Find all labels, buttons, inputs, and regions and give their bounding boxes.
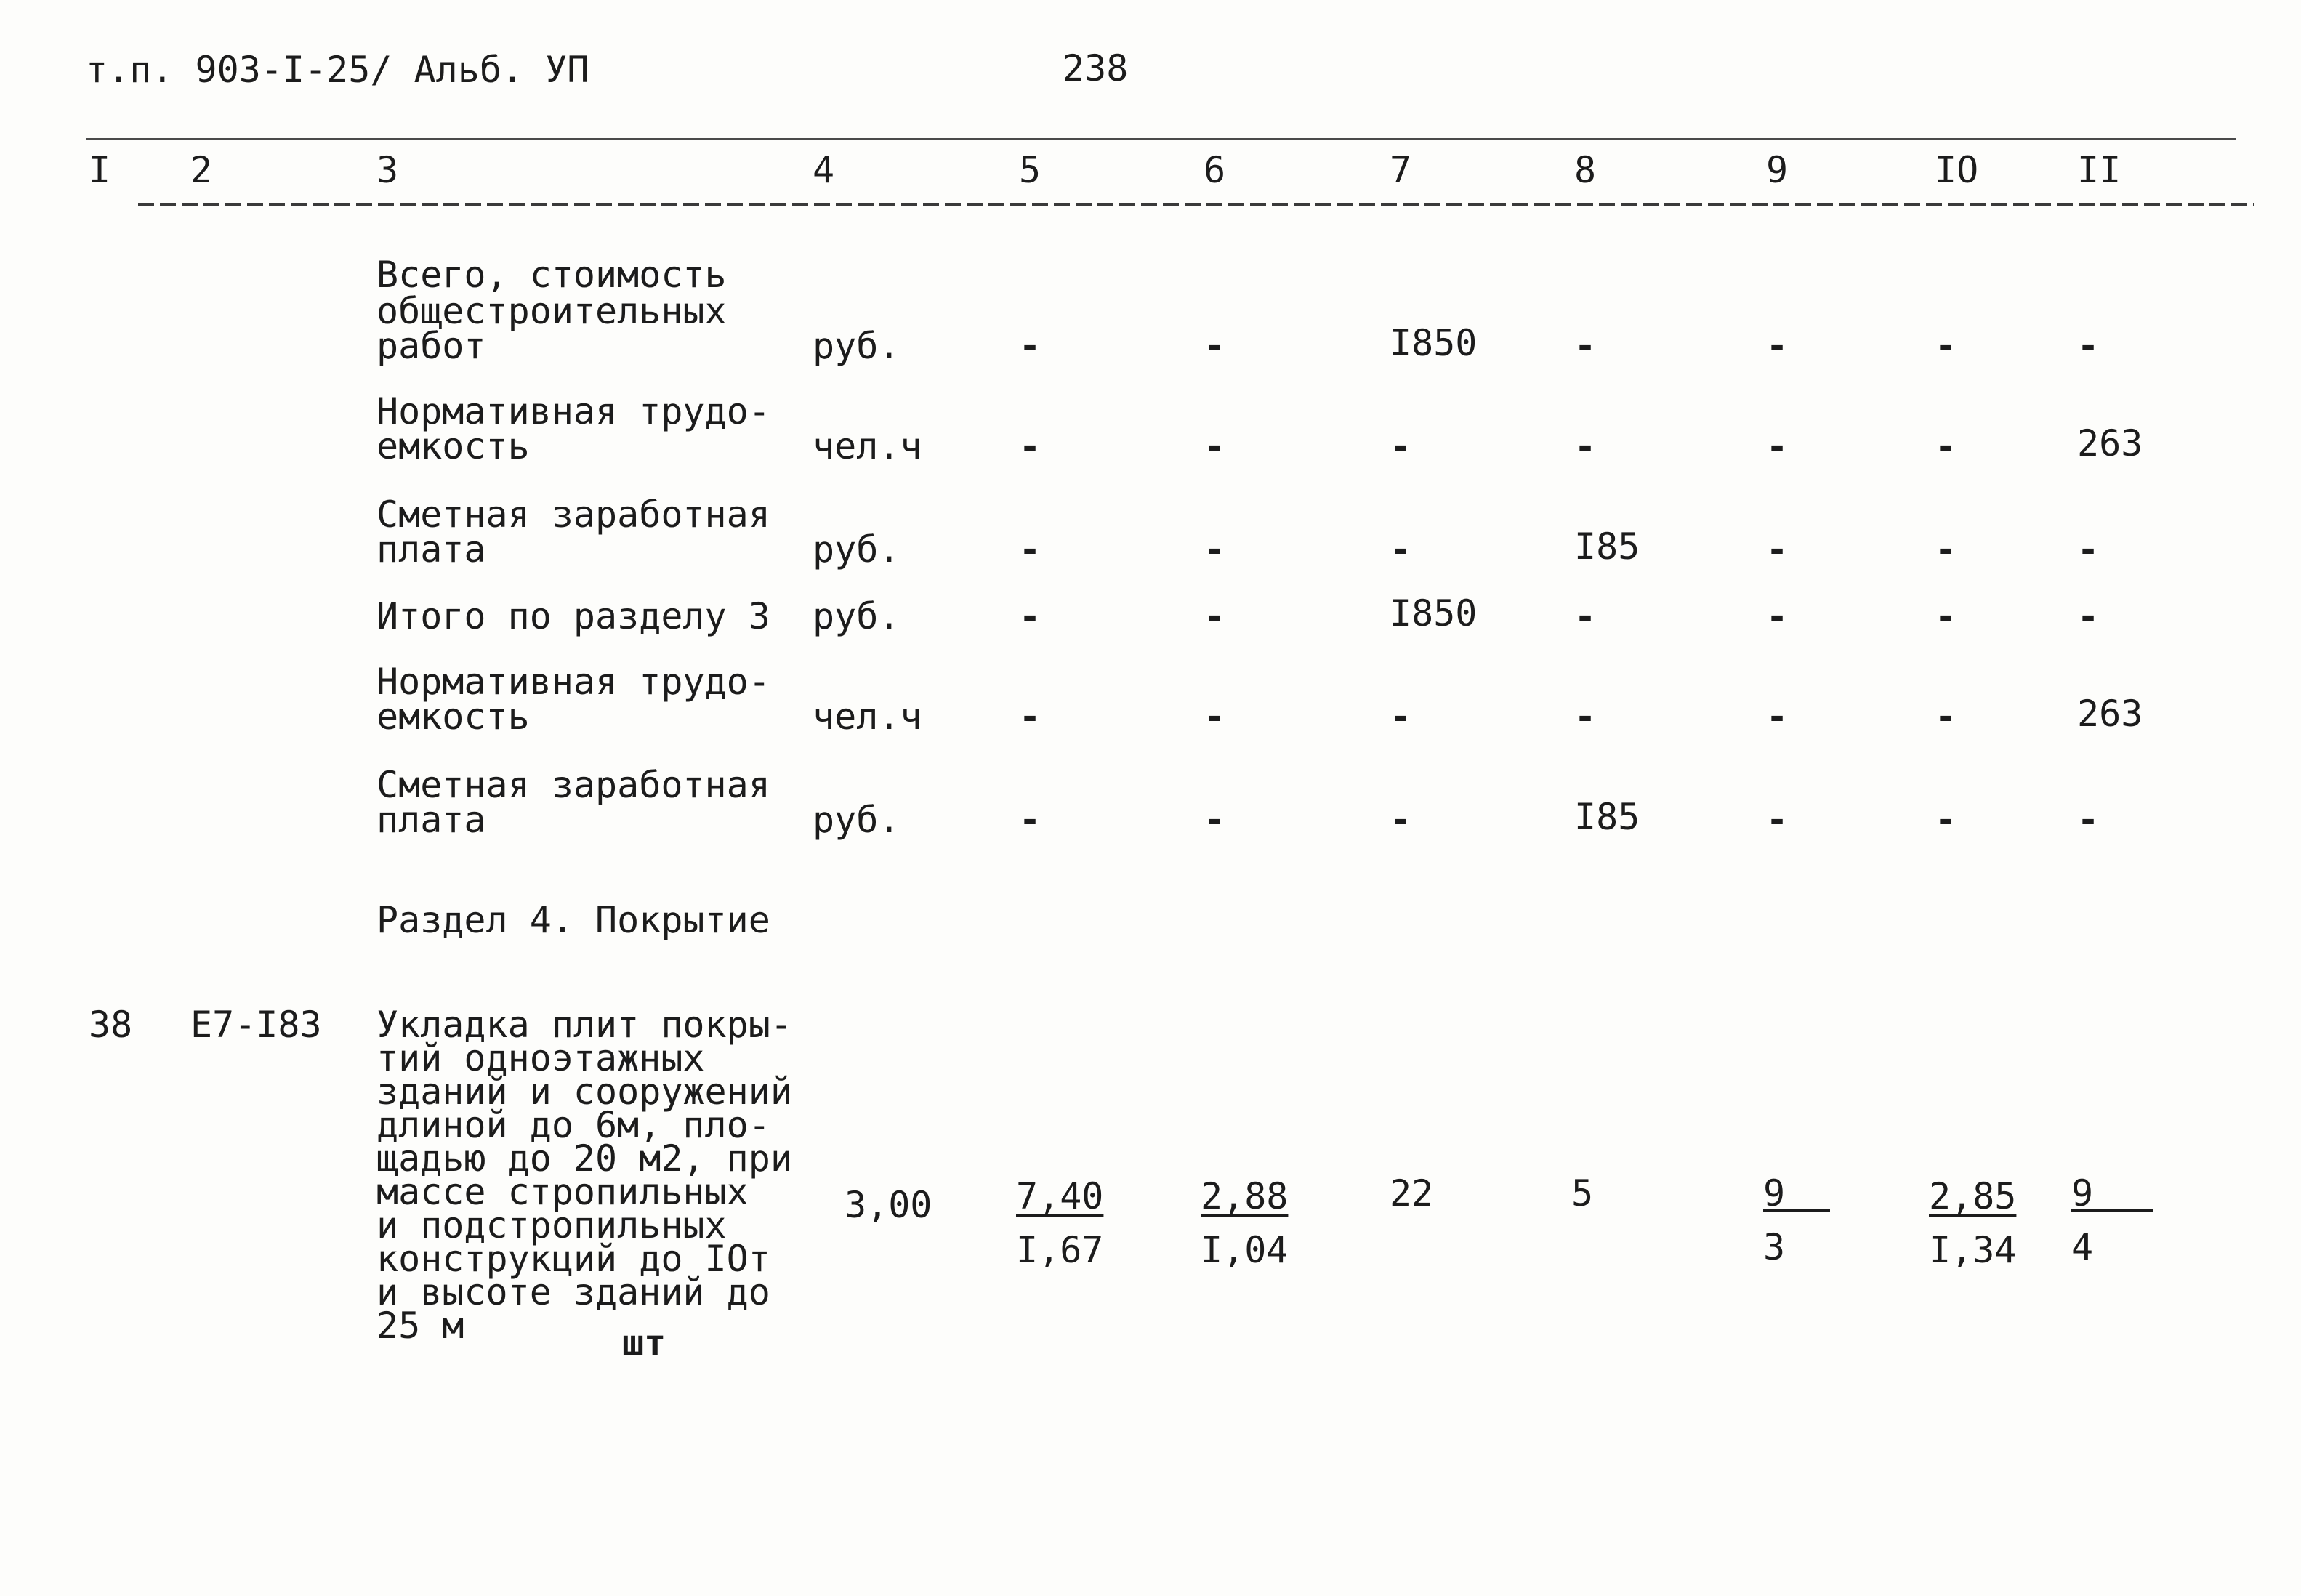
fraction-numerator: 7,40 [1016, 1175, 1104, 1217]
cell-col7: I850 [1390, 592, 1478, 634]
item-code: Е7-I83 [190, 1004, 322, 1046]
cell-col8: I85 [1574, 525, 1640, 568]
column-header: I [89, 149, 111, 191]
cell-col8: - [1574, 325, 1597, 367]
fraction-col10 [1929, 1177, 2016, 1269]
cell-col11: - [2077, 799, 2100, 841]
cell-col8: I85 [1574, 796, 1640, 838]
description-line: Укладка плит покры- [376, 1004, 792, 1046]
cell-col11: - [2077, 528, 2100, 571]
column-header: IO [1935, 149, 1979, 191]
column-header: 2 [190, 149, 213, 191]
fraction-denominator: 4 [2071, 1226, 2094, 1268]
cell-col5: - [1019, 325, 1041, 367]
cell-col10: - [1935, 425, 1957, 467]
unit-cell: руб. [813, 595, 900, 637]
cell-col7: - [1390, 425, 1412, 467]
row-label-line: Всего, стоимость [376, 254, 727, 296]
description-line: длиной до 6м, пло- [376, 1104, 770, 1146]
document-reference: т.п. 903-I-25/ Альб. УП [86, 49, 589, 91]
cell-col8: 5 [1571, 1172, 1594, 1214]
page-number: 238 [1063, 47, 1129, 89]
cell-col9: - [1766, 799, 1789, 841]
row-label-line: Сметная заработная [376, 493, 770, 536]
fraction-col5 [1016, 1177, 1103, 1269]
column-header: 4 [813, 149, 835, 191]
header-top-rule [86, 138, 2236, 140]
cell-col7: 22 [1390, 1172, 1434, 1214]
description-line: тий одноэтажных [376, 1037, 705, 1079]
cell-col9: - [1766, 325, 1789, 367]
cell-col11: 263 [2077, 693, 2143, 735]
description-line: и высоте зданий до [376, 1271, 770, 1313]
quantity-cell: 3,00 [845, 1184, 932, 1226]
description-line: 25 м [376, 1305, 464, 1347]
column-header: 5 [1019, 149, 1041, 191]
fraction-numerator: 9 [2071, 1177, 2153, 1212]
row-label-line: емкость [376, 696, 530, 738]
row-label-line: работ [376, 325, 486, 367]
cell-col7: I850 [1390, 322, 1478, 364]
column-header: 9 [1766, 149, 1789, 191]
cell-col5: - [1019, 425, 1041, 467]
cell-col6: - [1204, 325, 1226, 367]
column-header: II [2077, 149, 2121, 191]
cell-col8: - [1574, 696, 1597, 738]
fraction-col6 [1201, 1177, 1288, 1269]
cell-col9: - [1766, 696, 1789, 738]
cell-col6: - [1204, 595, 1226, 637]
row-label-line: Нормативная трудо- [376, 661, 770, 703]
unit-cell: чел.ч [813, 696, 922, 738]
fraction-col9 [1763, 1172, 1830, 1268]
cell-col6: - [1204, 425, 1226, 467]
description-line: массе стропильных [376, 1171, 749, 1213]
row-label-line: общестроительных [376, 290, 727, 332]
cell-col5: - [1019, 696, 1041, 738]
column-header: 3 [376, 149, 399, 191]
cell-col9: - [1766, 425, 1789, 467]
fraction-denominator: I,34 [1929, 1229, 2017, 1271]
cell-col10: - [1935, 799, 1957, 841]
column-header: 6 [1204, 149, 1226, 191]
fraction-denominator: I,04 [1201, 1229, 1289, 1271]
cell-col8: - [1574, 595, 1597, 637]
row-label-line: Нормативная трудо- [376, 390, 770, 432]
cell-col5: - [1019, 799, 1041, 841]
row-label-line: Итого по разделу 3 [376, 595, 770, 637]
row-label-line: Сметная заработная [376, 764, 770, 806]
fraction-denominator: I,67 [1016, 1229, 1104, 1271]
fraction-col11 [2071, 1172, 2153, 1268]
item-unit: шт [622, 1322, 666, 1364]
cell-col11: - [2077, 325, 2100, 367]
cell-col8: - [1574, 425, 1597, 467]
fraction-numerator: 2,85 [1929, 1175, 2017, 1217]
cell-col5: - [1019, 528, 1041, 571]
cell-col10: - [1935, 696, 1957, 738]
cell-col10: - [1935, 595, 1957, 637]
cell-col5: - [1019, 595, 1041, 637]
cell-col7: - [1390, 696, 1412, 738]
row-label-line: емкость [376, 425, 530, 467]
row-label-line: плата [376, 799, 486, 841]
cell-col10: - [1935, 528, 1957, 571]
item-number: 38 [89, 1004, 133, 1046]
section-title: Раздел 4. Покрытие [376, 899, 770, 941]
cell-col11: 263 [2077, 422, 2143, 464]
cell-col7: - [1390, 799, 1412, 841]
cell-col6: - [1204, 696, 1226, 738]
unit-cell: чел.ч [813, 425, 922, 467]
fraction-numerator: 2,88 [1201, 1175, 1289, 1217]
description-line: щадью до 20 м2, при [376, 1137, 792, 1180]
header-bottom-rule [138, 203, 2254, 206]
cell-col10: - [1935, 325, 1957, 367]
cell-col9: - [1766, 595, 1789, 637]
cell-col9: - [1766, 528, 1789, 571]
column-header: 7 [1390, 149, 1412, 191]
row-label-line: плата [376, 528, 486, 571]
description-line: и подстропильных [376, 1204, 727, 1246]
fraction-denominator: 3 [1763, 1226, 1786, 1268]
fraction-numerator: 9 [1763, 1177, 1830, 1212]
description-line: зданий и сооружений [376, 1071, 792, 1113]
cell-col6: - [1204, 799, 1226, 841]
unit-cell: руб. [813, 799, 900, 841]
unit-cell: руб. [813, 528, 900, 571]
cell-col11: - [2077, 595, 2100, 637]
unit-cell: руб. [813, 325, 900, 367]
cell-col7: - [1390, 528, 1412, 571]
cell-col6: - [1204, 528, 1226, 571]
description-line: конструкций до IOт [376, 1238, 770, 1280]
column-header: 8 [1574, 149, 1597, 191]
